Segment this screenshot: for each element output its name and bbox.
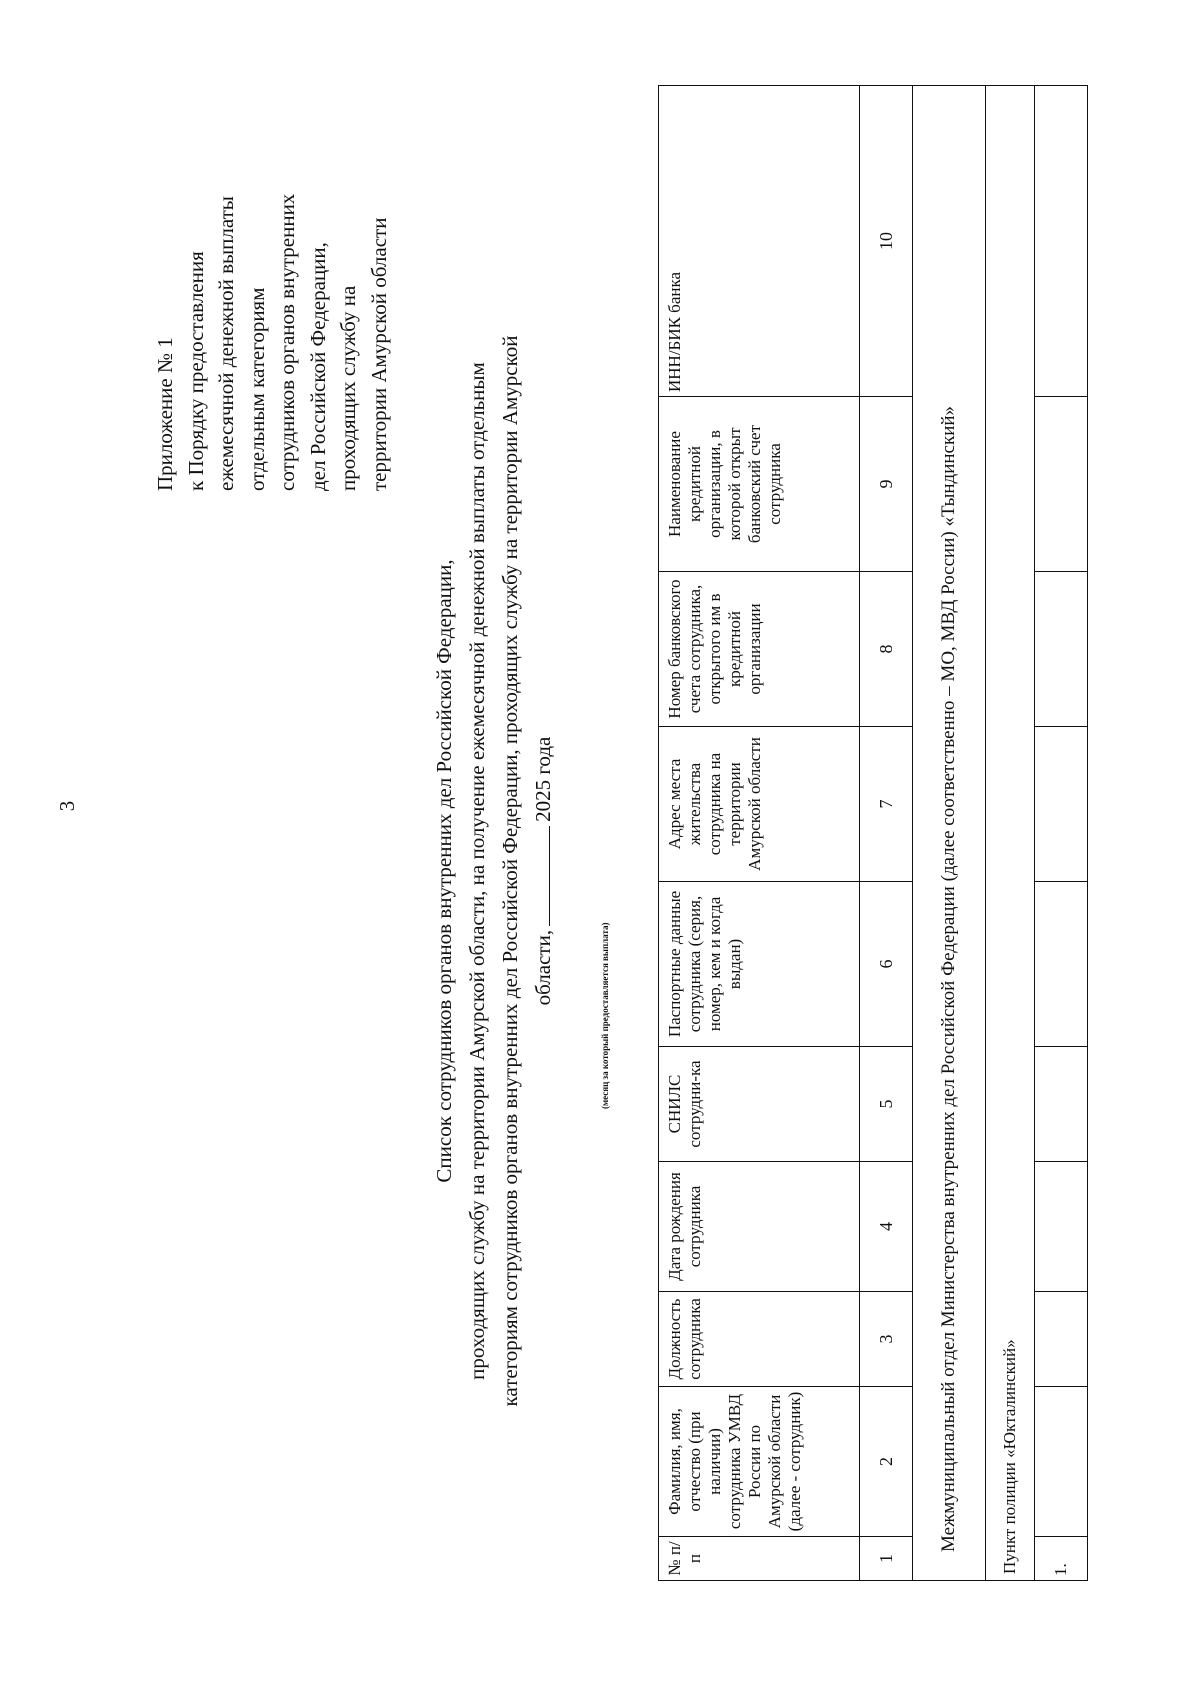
table-cell (1035, 727, 1088, 882)
header-cell: Дата рождения сотрудника (659, 1162, 860, 1292)
column-number: 7 (860, 727, 913, 882)
column-number: 6 (860, 882, 913, 1047)
appendix-line: проходящих службу на (336, 285, 360, 491)
table-cell (1035, 1047, 1088, 1162)
appendix-line: территории Амурской области (366, 217, 391, 491)
page-number: 3 (55, 800, 79, 812)
header-row (659, 86, 860, 1581)
header-cell: Адрес места жительства сотрудника на территории Амурской области (659, 727, 860, 882)
section-row (913, 86, 986, 1581)
appendix-line: дел Российской Федерации, (305, 242, 330, 491)
appendix-block (150, 41, 394, 491)
heading-period-line (527, 241, 560, 1501)
column-number: 5 (860, 1047, 913, 1162)
header-cell: Фамилия, имя, отчество (при наличии) сотрудника УМВД России по Амурской области (далее - сотрудник) (659, 1387, 860, 1537)
subsection-title: Пункт полиции «Юкталинский» (986, 86, 1035, 1581)
appendix-line: отдельным категориям (244, 287, 269, 491)
table-cell (1035, 1387, 1088, 1537)
section-title: Межмуниципальный отдел Министерства внутренних дел Российской Федерации (далее соответственно – МО, МВД России) «Тындинский» (913, 86, 986, 1581)
header-cell: СНИЛС сотрудни-ка (659, 1047, 860, 1162)
heading-line-2: проходящих службу на территории Амурской области, на получение ежемесячной денежной выплаты отдельным (465, 362, 489, 1380)
table-cell (1035, 86, 1088, 397)
row-number: 1. (1035, 1537, 1088, 1581)
month-blank-field (529, 826, 550, 926)
header-cell: № п/п (659, 1537, 860, 1581)
table-cell (1035, 882, 1088, 1047)
header-cell: Номер банковского счета сотрудника, открытого им в кредитной организации (659, 572, 860, 727)
column-number: 10 (860, 86, 913, 397)
table-cell (1035, 1292, 1088, 1387)
subsection-row (986, 86, 1035, 1581)
table-cell (1035, 572, 1088, 727)
column-number-row (860, 86, 913, 1581)
table-row (1035, 86, 1088, 1581)
heading-line-1: Список сотрудников органов внутренних дел Российской Федерации, (432, 559, 456, 1183)
appendix-line: ежемесячной денежной выплаты (214, 196, 238, 491)
column-number: 1 (860, 1537, 913, 1581)
column-number: 9 (860, 397, 913, 572)
heading-line-3: категориям сотрудников органов внутренних дел Российской Федерации, проходящих службу на территории Амурской (498, 335, 522, 1407)
header-cell: Паспортные данные сотрудника (серия, номер, кем и когда выдан) (659, 882, 860, 1047)
heading-line-4-prefix: области, (531, 929, 555, 1006)
heading-line-4-suffix: 2025 года (531, 736, 555, 822)
header-cell: ИНН/БИК банка (659, 86, 860, 397)
column-number: 3 (860, 1292, 913, 1387)
document-heading (428, 241, 560, 1501)
header-cell: Наименование кредитной организации, в которой открыт банковский счет сотрудника (659, 397, 860, 572)
table-cell (1035, 1162, 1088, 1292)
appendix-line: к Порядку предоставления (183, 251, 208, 491)
column-number: 4 (860, 1162, 913, 1292)
column-number: 8 (860, 572, 913, 727)
table-cell (1035, 397, 1088, 572)
header-cell: Должность сотрудника (659, 1292, 860, 1387)
employees-table (658, 85, 1088, 1581)
appendix-line: Приложение № 1 (153, 337, 177, 491)
appendix-line: сотрудников органов внутренних (275, 193, 299, 491)
column-number: 2 (860, 1387, 913, 1537)
month-note: (месяц за который предоставляется выплата) (600, 922, 610, 1109)
